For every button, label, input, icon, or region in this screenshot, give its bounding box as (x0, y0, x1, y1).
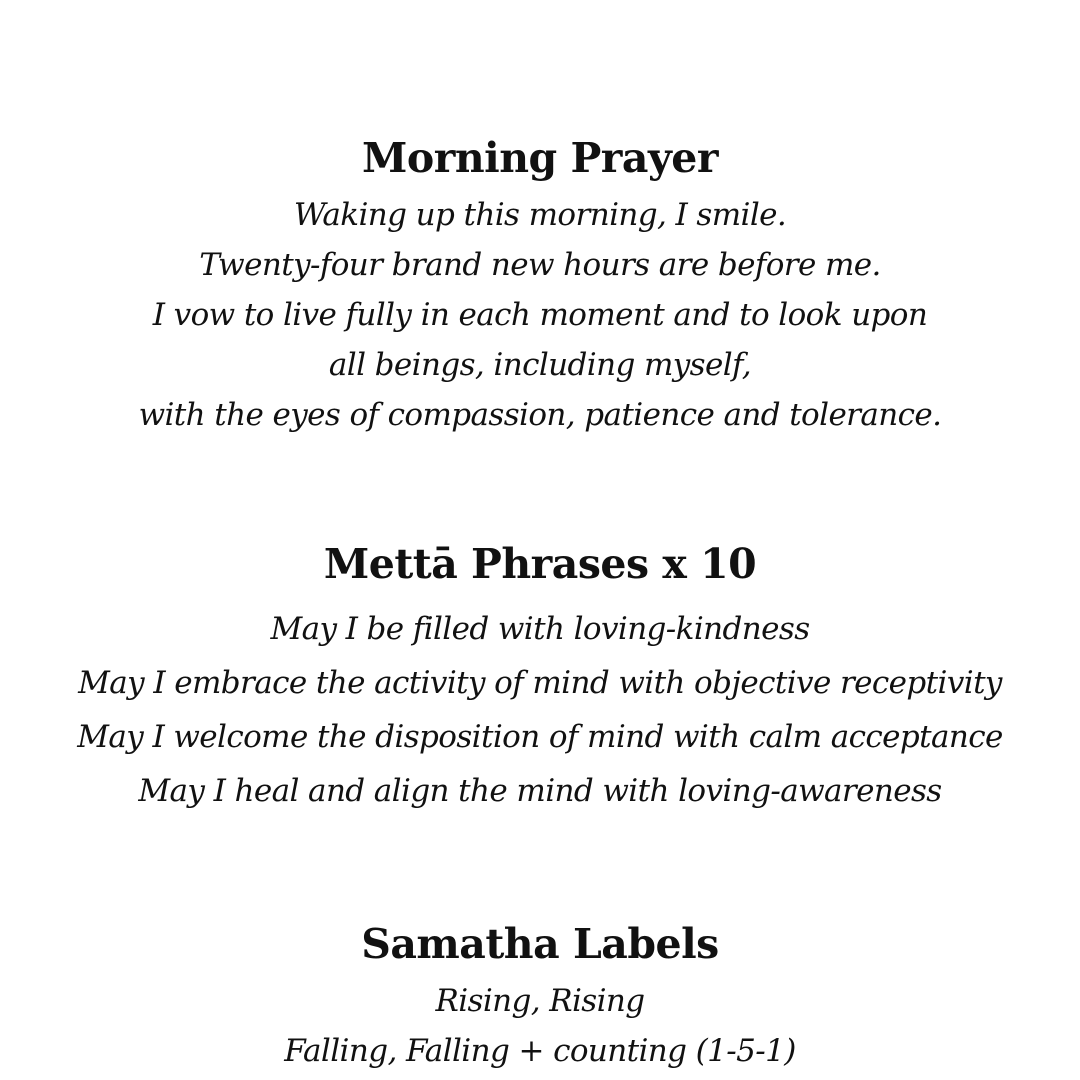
morning-prayer-line: all beings, including myself, (328, 347, 752, 383)
metta-phrase-line: May I be filled with loving-kindness (270, 611, 810, 647)
samatha-labels-section (0, 920, 1080, 1076)
metta-phrases-section (0, 540, 1080, 818)
metta-phrases-title: Mettā Phrases x 10 (323, 540, 757, 588)
metta-phrases-text (0, 602, 1080, 818)
morning-prayer-title: Morning Prayer (362, 134, 718, 182)
morning-prayer-line: with the eyes of compassion, patience and tolerance. (138, 397, 942, 433)
morning-prayer-text (0, 190, 1080, 440)
morning-prayer-line: I vow to live fully in each moment and to look upon (152, 297, 928, 333)
morning-prayer-line: Waking up this morning, I smile. (293, 197, 787, 233)
morning-prayer-line: Twenty-four brand new hours are before me. (199, 247, 881, 283)
morning-prayer-section (0, 134, 1080, 440)
samatha-labels-text (0, 976, 1080, 1076)
samatha-labels-title: Samatha Labels (361, 920, 719, 968)
samatha-label-line: Rising, Rising (435, 983, 645, 1019)
metta-phrase-line: May I heal and align the mind with loving-awareness (138, 773, 942, 809)
metta-phrase-line: May I embrace the activity of mind with objective receptivity (78, 665, 1002, 701)
metta-phrase-line: May I welcome the disposition of mind with calm acceptance (77, 719, 1003, 755)
samatha-label-line: Falling, Falling + counting (1-5-1) (284, 1033, 796, 1069)
